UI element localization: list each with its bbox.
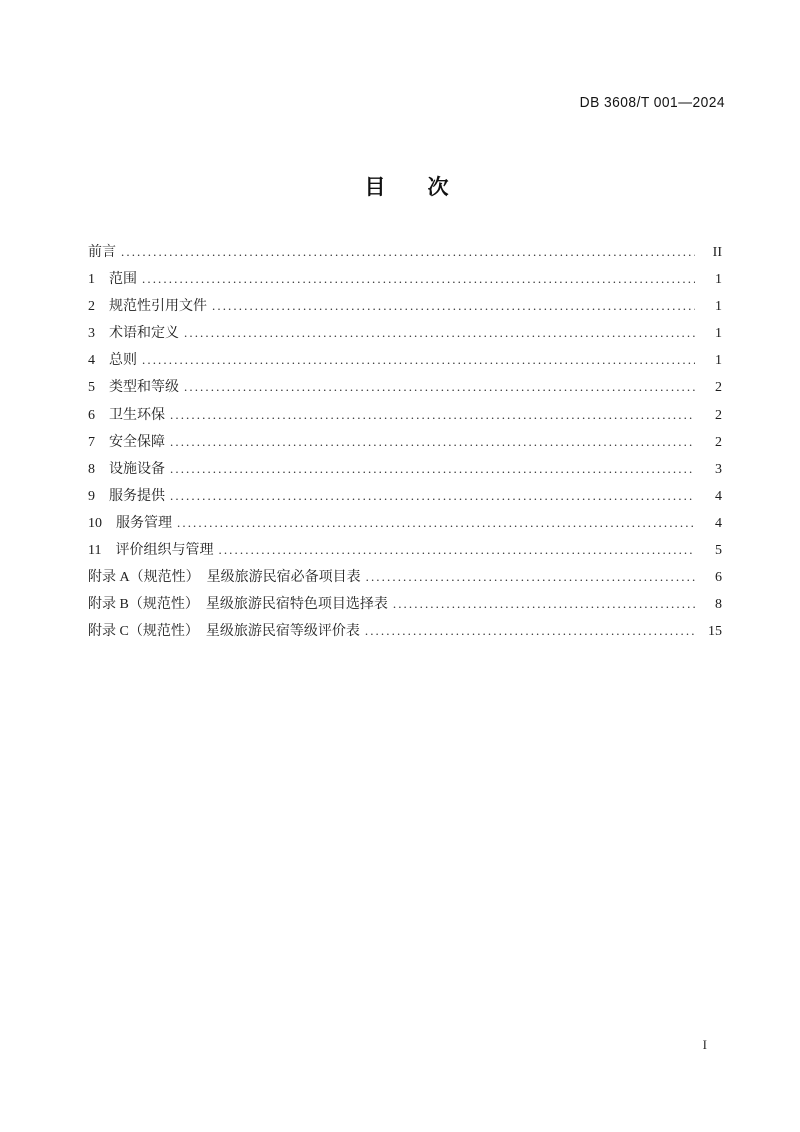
toc-entry[interactable] (88, 238, 722, 265)
toc-entry-label: 6 卫生环保 (88, 407, 165, 423)
toc-entry-page: 1 (715, 299, 722, 315)
folio-page-number: I (702, 1037, 707, 1052)
toc-entry-page: 15 (708, 624, 722, 640)
toc-entry-label: 附录 A（规范性） 星级旅游民宿必备项目表 (88, 570, 361, 586)
toc-entry-label: 4 总则 (88, 353, 137, 369)
toc-entry-page: 2 (715, 380, 722, 396)
toc-entry[interactable] (88, 346, 722, 373)
toc-entry-page: II (712, 245, 722, 260)
toc-leader-dots (218, 536, 695, 564)
toc-entry-label: 8 设施设备 (88, 461, 165, 477)
toc-leader-dots (365, 617, 695, 645)
toc-entry-page: 1 (715, 326, 722, 342)
toc-entry[interactable] (88, 428, 722, 455)
toc-entry[interactable] (88, 373, 722, 400)
toc-entry-label: 附录 B（规范性） 星级旅游民宿特色项目选择表 (88, 597, 388, 613)
toc-leader-dots (142, 265, 695, 293)
page-title: 目 次 (364, 176, 449, 199)
toc-entry[interactable] (88, 482, 722, 509)
toc-entry-page: 2 (715, 434, 722, 450)
toc-entry-label: 11 评价组织与管理 (88, 543, 214, 559)
standard-number: DB 3608/T 001—2024 (579, 94, 725, 111)
toc-leader-dots (170, 401, 695, 429)
toc-leader-dots (177, 509, 695, 537)
table-of-contents (88, 238, 722, 644)
toc-leader-dots (366, 563, 695, 591)
toc-entry-page: 1 (715, 353, 722, 369)
toc-entry[interactable] (88, 401, 722, 428)
toc-entry[interactable] (88, 292, 722, 319)
toc-leader-dots (393, 590, 695, 618)
toc-leader-dots (170, 482, 695, 510)
toc-entry-label: 7 安全保障 (88, 434, 165, 450)
toc-entry-page: 4 (715, 488, 722, 504)
toc-entry[interactable] (88, 590, 722, 617)
toc-entry[interactable] (88, 536, 722, 563)
toc-entry[interactable] (88, 617, 722, 644)
toc-leader-dots (121, 238, 695, 266)
toc-entry[interactable] (88, 319, 722, 346)
toc-entry-label: 3 术语和定义 (88, 326, 179, 342)
toc-entry-page: 5 (715, 543, 722, 559)
toc-entry-label: 附录 C（规范性） 星级旅游民宿等级评价表 (88, 624, 360, 640)
toc-entry-page: 4 (715, 515, 722, 531)
toc-leader-dots (142, 346, 695, 374)
toc-entry-page: 1 (715, 272, 722, 288)
toc-leader-dots (170, 455, 695, 483)
toc-entry-label: 9 服务提供 (88, 488, 165, 504)
toc-entry-page: 6 (715, 570, 722, 586)
toc-entry[interactable] (88, 509, 722, 536)
toc-leader-dots (184, 373, 695, 401)
toc-entry-page: 8 (715, 597, 722, 613)
toc-entry-label: 1 范围 (88, 272, 137, 288)
toc-leader-dots (170, 428, 695, 456)
toc-entry-label: 前言 (88, 245, 116, 260)
toc-entry-label: 10 服务管理 (88, 515, 172, 531)
toc-leader-dots (212, 292, 695, 320)
toc-entry[interactable] (88, 563, 722, 590)
toc-entry-page: 3 (715, 461, 722, 477)
toc-entry-label: 2 规范性引用文件 (88, 299, 207, 315)
toc-leader-dots (184, 319, 695, 347)
toc-entry[interactable] (88, 455, 722, 482)
toc-entry[interactable] (88, 265, 722, 292)
toc-entry-page: 2 (715, 407, 722, 423)
toc-entry-label: 5 类型和等级 (88, 380, 179, 396)
